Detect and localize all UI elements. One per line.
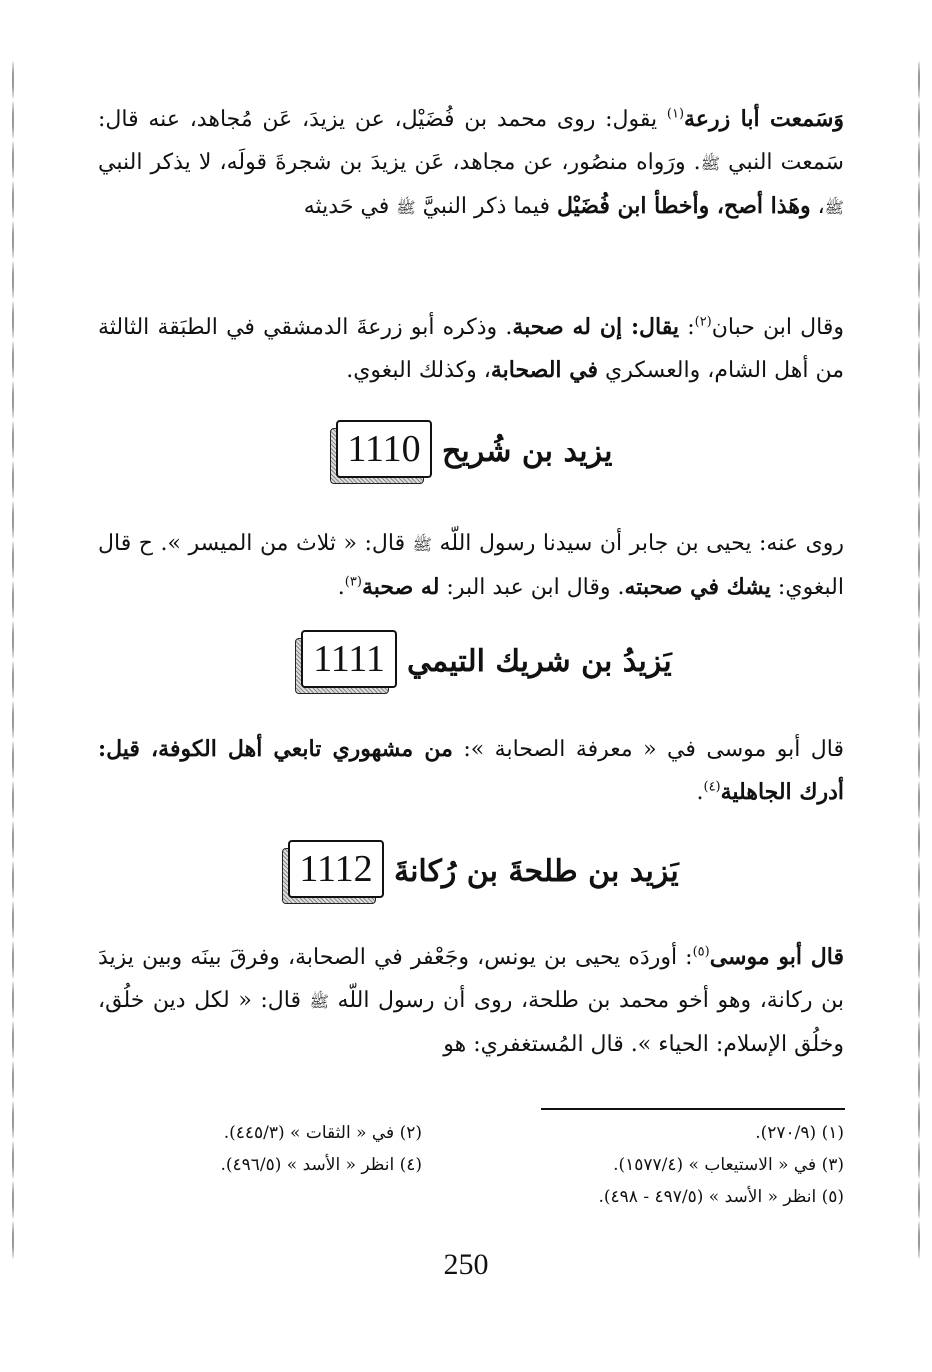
footnote-4: (٤) انظر « الأسد » (٤٩٦/٥).: [220, 1155, 422, 1175]
body-text: . ورَواه منصُور، عن مجاهد، عَن يزيدَ بن شجرةَ قولَه، لا يذكر النبي: [98, 150, 701, 175]
entry-name: يَزيدُ بن شريك التيمي: [407, 643, 672, 679]
footnote-2: (٢) في « الثقات » (٤٤٥/٣).: [223, 1123, 422, 1143]
entry-number-box: [282, 840, 380, 902]
paragraph-ibn-hibban: [98, 306, 844, 392]
bold-text: يقال: إن له صحبة: [512, 314, 680, 340]
footnote-ref: (٣): [344, 574, 362, 590]
footnote-ref: (٥): [692, 944, 710, 960]
entry-heading-1111: [0, 630, 932, 720]
entry-heading-1110: [0, 420, 932, 510]
paragraph-abu-zura: [98, 98, 844, 229]
body-text: .: [696, 780, 704, 805]
body-text: ،: [810, 194, 825, 219]
body-text: : أوردَه يحيى بن يونس، وجَعْفر في الصحابة، وفرقَ بينَه وبين يزيدَ بن ركانة، وهو أخو محمد بن طلحة، روى أن رسول اللّه: [98, 945, 844, 1013]
paragraph-entry-1112: [98, 936, 844, 1066]
salla-glyph: ﷺ: [700, 154, 721, 173]
salla-glyph: ﷺ: [309, 992, 329, 1011]
entry-heading-1112: [0, 840, 932, 930]
body-text: قال: « لكل دين خلُق، وخلُق الإسلام: الحياء ». قال المُستغفري: هو: [98, 988, 844, 1057]
footnote-3: (٣) في « الاستيعاب » (١٥٧٧/٤).: [613, 1155, 844, 1175]
bold-text: في الصحابة: [490, 357, 599, 383]
footnote-divider: [541, 1108, 845, 1110]
footnote-ref: (٢): [694, 314, 712, 330]
salla-glyph: ﷺ: [412, 535, 432, 554]
bold-text: يشك في صحبته: [624, 574, 771, 600]
entry-name: يَزيد بن طلحةَ بن رُكانةَ: [394, 853, 679, 889]
footnote-ref: (٤): [703, 779, 721, 795]
paragraph-entry-1111: [98, 728, 844, 814]
body-text: روى عنه: يحيى بن جابر أن سيدنا رسول اللّه: [431, 531, 844, 556]
body-text: فيما ذكر النبيَّ: [415, 194, 557, 219]
entry-number: 1112: [288, 840, 384, 898]
body-text: في حَديثه: [303, 194, 397, 219]
bold-text: له صحبة: [361, 574, 440, 600]
page-number: 250: [443, 1248, 489, 1281]
entry-number-box: [295, 630, 393, 692]
salla-glyph: ﷺ: [396, 198, 416, 217]
body-text: يقول: روى محمد بن فُضَيْل، عن يزيدَ، عَن مُجاهد، عنه قال: سَمعت النبي: [98, 107, 844, 175]
entry-name: يزيد بن شُريح: [442, 433, 613, 469]
paragraph-entry-1110: [98, 522, 844, 609]
body-text: وقال ابن حبان: [711, 315, 845, 340]
body-text: قال أبو موسى في « معرفة الصحابة »:: [452, 737, 845, 762]
entry-number: 1111: [301, 630, 397, 688]
bold-text: من مشهوري تابعي أهل الكوفة، قيل: أدرك الجاهلية: [98, 736, 844, 805]
bold-text: وَسَمعت أبا زرعة: [684, 106, 845, 132]
body-text: :: [679, 315, 695, 340]
salla-glyph: ﷺ: [824, 198, 844, 217]
body-text: .: [337, 575, 345, 600]
bold-text: قال أبو موسى: [709, 944, 844, 970]
footnote-1: (١) (٢٧٠/٩).: [755, 1123, 844, 1143]
footnote-ref: (١): [666, 106, 685, 122]
body-text: . وذكره أبو زرعةَ الدمشقي في الطبَقة الثالثة من أهل الشام، والعسكري: [98, 315, 844, 383]
body-text: ، وكذلك البغوي.: [346, 358, 491, 383]
body-text: قال: « ثلاث من الميسر ». ح قال البغوي:: [98, 531, 844, 600]
entry-number-box: [330, 420, 428, 482]
entry-number: 1110: [336, 420, 432, 478]
footnote-5: (٥) انظر « الأسد » (٤٩٧/٥ - ٤٩٨).: [598, 1187, 844, 1207]
bold-text: وهَذا أصح، وأخطأ ابن فُضَيْل: [556, 193, 811, 219]
body-text: . وقال ابن عبد البر:: [439, 575, 625, 600]
